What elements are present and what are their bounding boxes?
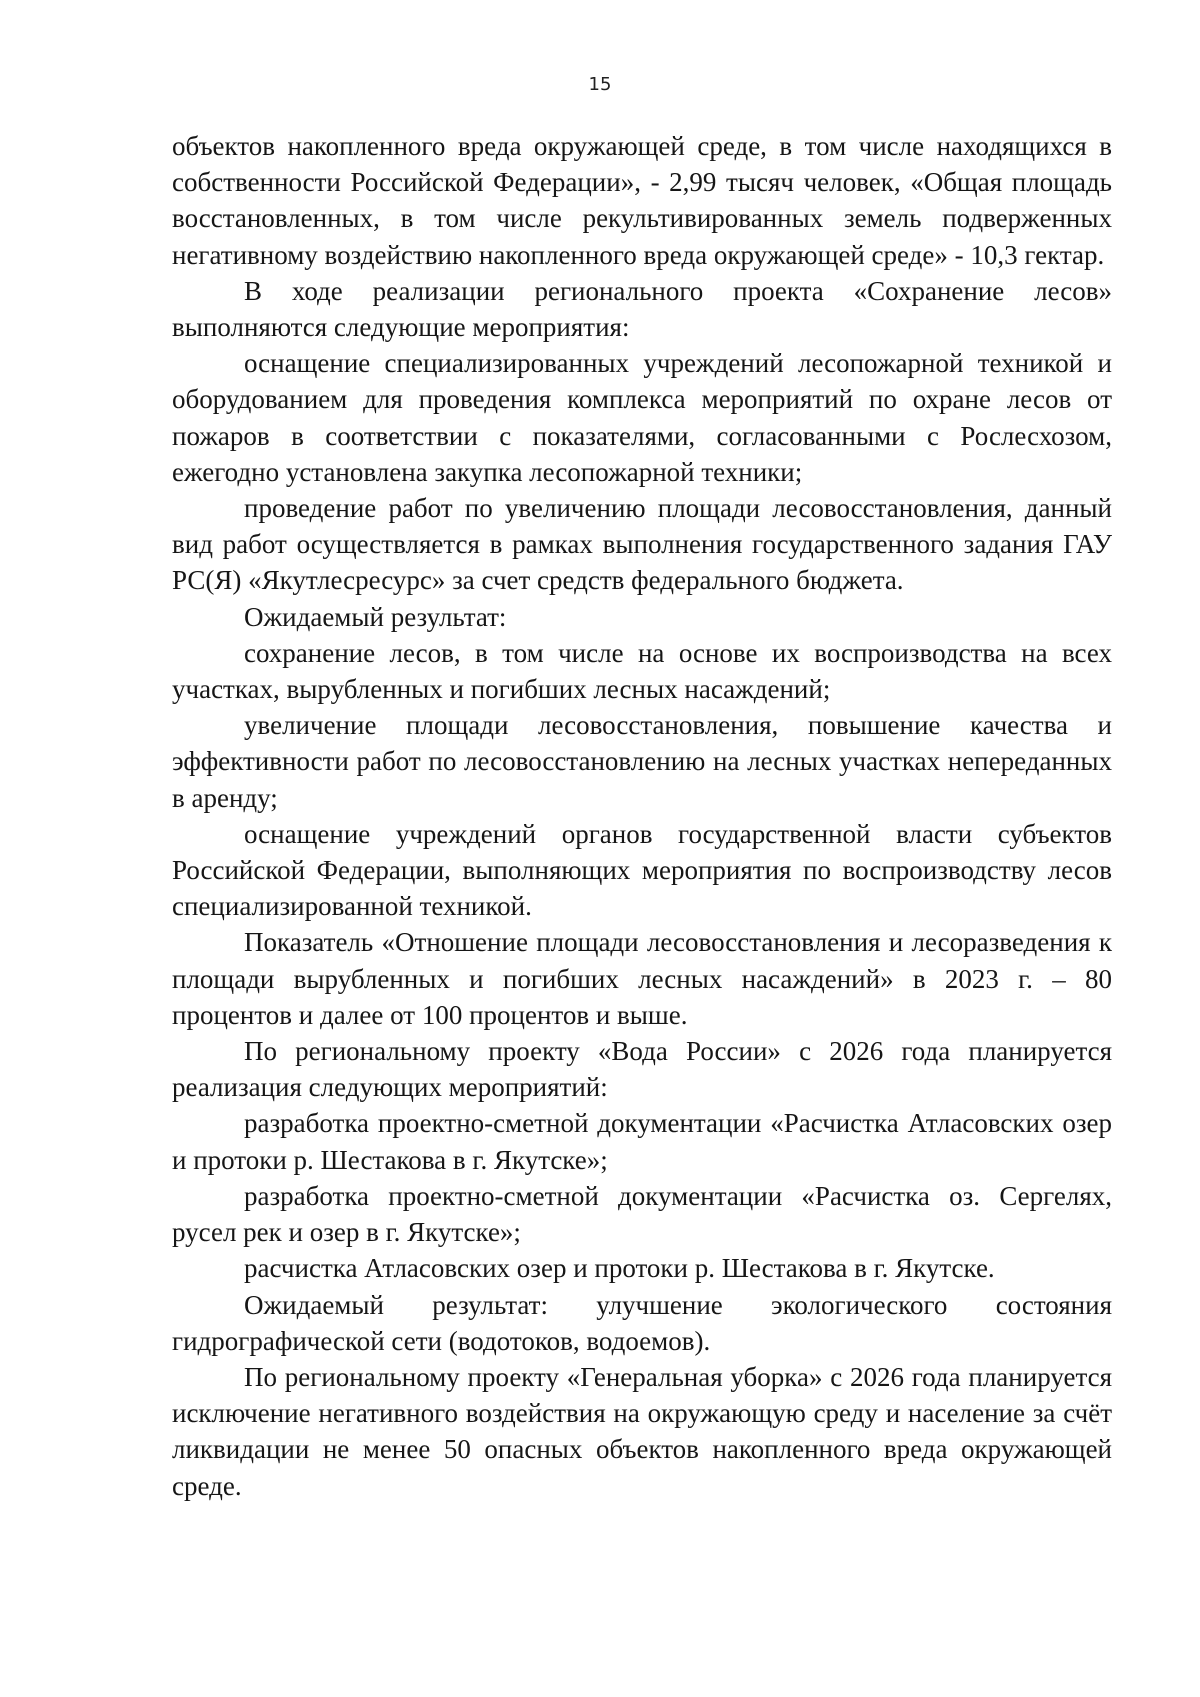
paragraph: объектов накопленного вреда окружающей среде, в том числе находящихся в собственности Российской Федерации», - 2,99 тысяч человек, «Общая площадь восстановленных, в том числе рекультивированных земель подверженных негативному воздействию накопленного вреда окружающей среде» - 10,3 гектар. [172, 131, 1112, 270]
list-item: разработка проектно-сметной документации «Расчистка Атласовских озер и протоки р. Шестакова в г. Якутске»; [172, 1108, 1112, 1175]
list-item: увеличение площади лесовосстановления, повышение качества и эффективности работ по лесовосстановлению на лесных участках непереданных в аренду; [172, 710, 1112, 813]
paragraph: По региональному проекту «Генеральная уборка» с 2026 года планируется исключение негативного воздействия на окружающую среду и население за счёт ликвидации не менее 50 опасных объектов накопленного вреда окружающей среде. [172, 1361, 1112, 1501]
paragraph: Ожидаемый результат: [244, 601, 507, 632]
paragraph: Ожидаемый результат: улучшение экологического состояния гидрографической сети (водотоков, водоемов). [172, 1289, 1112, 1356]
list-item: разработка проектно-сметной документации «Расчистка оз. Сергелях, русел рек и озер в г. Якутске»; [172, 1180, 1112, 1248]
list-item: сохранение лесов, в том числе на основе их воспроизводства на всех участках, вырубленных и погибших лесных насаждений; [172, 637, 1112, 705]
page-number: 15 [588, 74, 612, 95]
paragraph: Показатель «Отношение площади лесовосстановления и лесоразведения к площади вырубленных и погибших лесных насаждений» в 2023 г. – 80 процентов и далее от 100 процентов и выше. [172, 927, 1112, 1030]
list-item: оснащение учреждений органов государственной власти субъектов Российской Федерации, выполняющих мероприятия по воспроизводству лесов специализированной техникой. [172, 818, 1112, 922]
paragraph: По региональному проекту «Вода России» с 2026 года планируется реализация следующих мероприятий: [172, 1036, 1112, 1103]
list-item: оснащение специализированных учреждений лесопожарной техникой и оборудованием для проведения комплекса мероприятий по охране лесов от пожаров в соответствии с показателями, согласованными с Рослесхозом, ежегодно установлена закупка лесопожарной техники; [172, 348, 1112, 487]
paragraph: В ходе реализации регионального проекта «Сохранение лесов» выполняются следующие мероприятия: [172, 275, 1112, 343]
list-item: расчистка Атласовских озер и протоки р. Шестакова в г. Якутске. [244, 1253, 995, 1284]
list-item: проведение работ по увеличению площади лесовосстановления, данный вид работ осуществляется в рамках выполнения государственного задания ГАУ РС(Я) «Якутлесресурс» за счет средств федерального бюджета. [172, 493, 1112, 596]
document-body [172, 128, 1112, 1504]
